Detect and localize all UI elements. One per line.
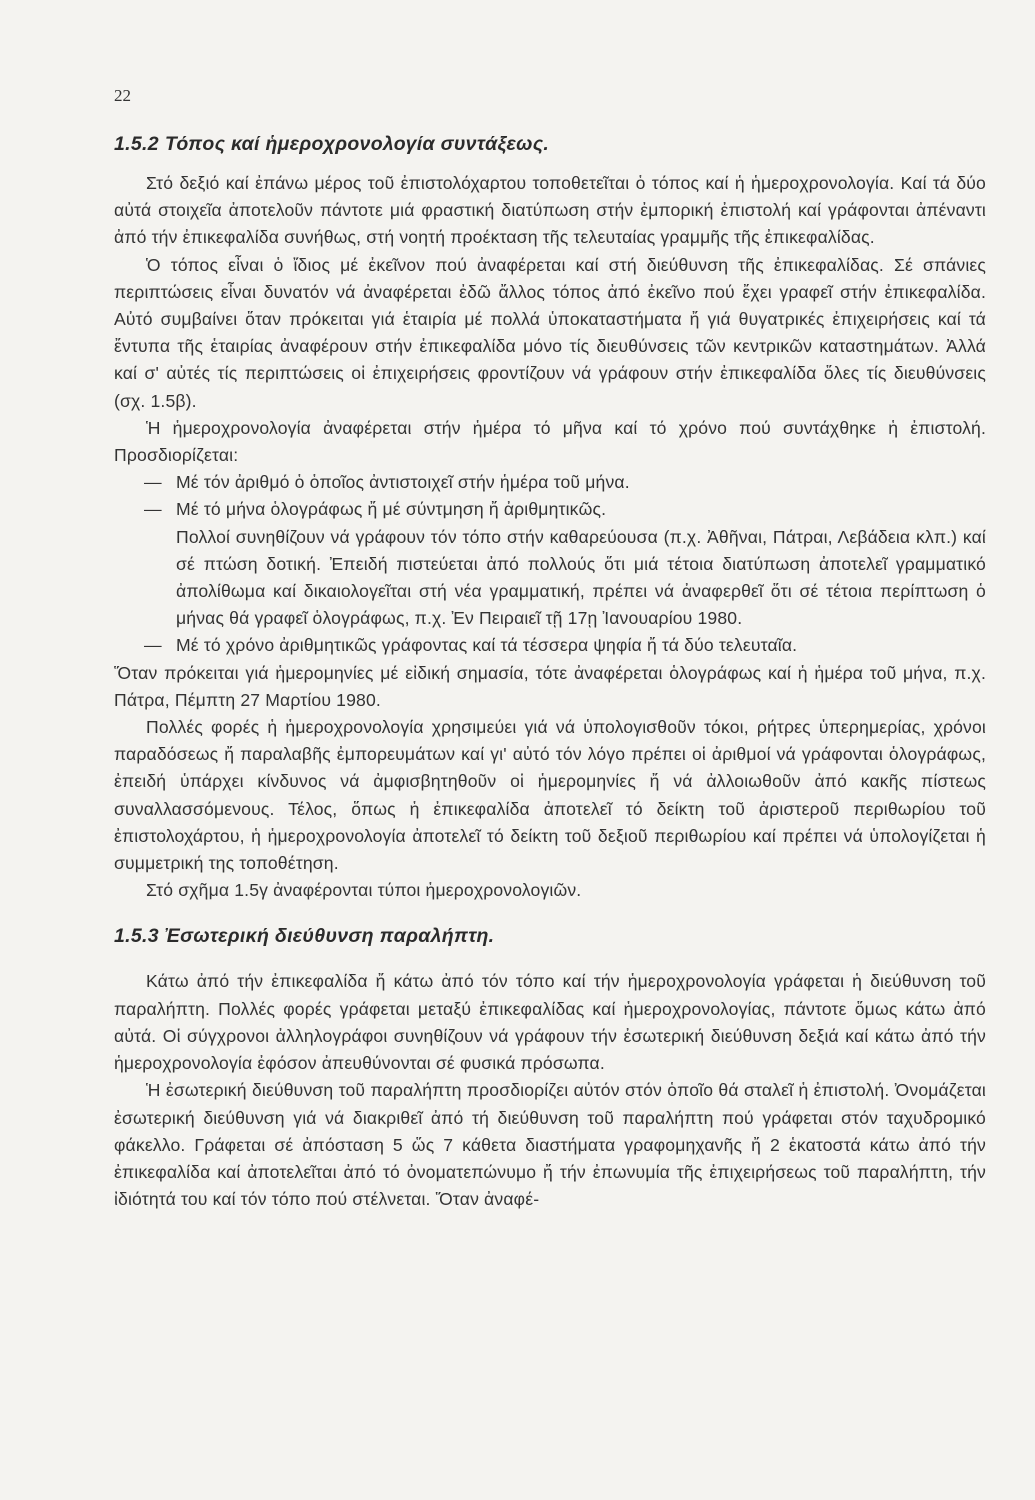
list-item-note: Πολλοί συνηθίζουν νά γράφουν τόν τόπο στήν καθαρεύουσα (π.χ. Ἀθῆναι, Πάτραι, Λεβάδεια κλπ.) καί σέ πτώση δοτική. Ἐπειδή πιστεύεται ἀπό πολλούς ὅτι μιά τέτοια διατύπωση ἀποτελεῖ γραμματικό ἀπολίθωμα καί δικαιολογεῖται στή νέα γραμματική, πρέπει νά ἀναφερθεῖ ὅτι σέ τέτοια περίπτωση ὁ μήνας θά γραφεῖ ὁλογράφως, π.χ. Ἐν Πειραιεῖ τῇ 17ῃ Ἰανουαρίου 1980. [176,526,986,629]
paragraph: Στό δεξιό καί ἐπάνω μέρος τοῦ ἐπιστολόχαρτου τοποθετεῖται ὁ τόπος καί ἡ ἡμερoχρονολογία. Καί τά δύο αὐτά στοιχεῖα ἀποτελοῦν πάντοτε μιά φραστική διατύπωση στήν ἐμπορική ἐπιστολή καί γράφονται ἀπέναντι ἀπό τήν ἐπικεφαλίδα συνήθως, στή νοητή προέκταση τῆς τελευταίας γραμμῆς τῆς ἐπικεφαλίδας. [114,173,986,248]
list-item [114,496,986,632]
paragraph: Ὁ τόπος εἶναι ὁ ἴδιος μέ ἐκεῖνον πού ἀναφέρεται καί στή διεύθυνση τῆς ἐπικεφαλίδας. Σέ σπάνιες περιπτώσεις εἶναι δυνατόν νά ἀναφέρεται ἐδῶ ἄλλος τόπος ἀπό ἐκεῖνο πού ἔχει γραφεῖ στήν ἐπικεφαλίδα. Αὐτό συμβαίνει ὅταν πρόκειται γιά ἑταιρία μέ πολλά ὑποκαταστήματα ἤ γιά θυγατρικές ἐπιχειρήσεις καί τά ἔντυπα τῆς ἑταιρίας ἀναφέρουν στήν ἐπικεφαλίδα μόνο τίς διευθύνσεις τῶν κεντρικῶν καταστημάτων. Ἀλλά καί σ' αὐτές τίς περιπτώσεις οἱ ἐπιχειρήσεις φροντίζουν νά γράφουν στήν ἐπικεφαλίδα ὅλες τίς διευθύνσεις (σχ. 1.5β). [114,254,986,411]
section-heading-1-5-3 [114,922,986,950]
paragraph: Ἡ ἐσωτερική διεύθυνση τοῦ παραλήπτη προσδιορίζει αὐτόν στόν ὁποῖο θά σταλεῖ ἡ ἐπιστολή. Ὀνομάζεται ἐσωτερική διεύθυνση γιά νά διακριθεῖ ἀπό τή διεύθυνση τοῦ παραλήπτη πού γράφεται στόν ταχυδρομικό φάκελλο. Γράφεται σέ ἀπόσταση 5 ὥς 7 κάθετα διαστήματα γραφομηχανῆς ἤ 2 ἑκατοστά κάτω ἀπό τήν ἐπικεφαλίδα καί ἀποτελεῖται ἀπό τό ὀνοματεπώνυμο ἤ τήν ἐπωνυμία τῆς ἐπιχειρήσεως τοῦ παραλήπτη, τήν ἰδιότητά του καί τόν τόπο πού στέλνεται. Ὅταν ἀναφέ- [114,1080,986,1210]
list-item [114,469,986,496]
dash-bullet: — [144,472,162,493]
list-item-text: Μέ τό μήνα ὁλογράφως ἤ μέ σύντμηση ἤ ἀριθμητικῶς. [176,499,607,520]
section-title: Ἐσωτερική διεύθυνση παραλήπτη. [164,925,495,948]
list-item [114,632,986,659]
paragraph: Ὅταν πρόκειται γιά ἡμερομηνίες μέ εἰδική σημασία, τότε ἀναφέρεται ὁλογράφως καί ἡ ἡμέρα τοῦ μήνα, π.χ. Πάτρα, Πέμπτη 27 Μαρτίου 1980. [114,662,986,710]
section-number: 1.5.3 [114,925,159,948]
list-item-text: Μέ τόν ἀριθμό ὁ ὁποῖος ἀντιστοιχεῖ στήν ἡμέρα τοῦ μήνα. [176,472,630,493]
dash-bullet: — [144,635,162,656]
list-item-text: Μέ τό χρόνο ἀριθμητικῶς γράφοντας καί τά τέσσερα ψηφία ἤ τά δύο τελευταῖα. [176,635,798,656]
paragraph: Ἡ ἡμερoχρονολογία ἀναφέρεται στήν ἡμέρα τό μῆνα καί τό χρόνο πού συντάχθηκε ἡ ἐπιστολή. Προσδιορίζεται: [114,417,986,466]
section-number: 1.5.2 [114,133,159,155]
text-column [114,130,986,1213]
section-heading-1-5-2 [114,130,986,158]
dash-bullet: — [144,499,162,520]
date-format-list [114,469,986,659]
paragraph: Κάτω ἀπό τήν ἐπικεφαλίδα ἤ κάτω ἀπό τόν τόπο καί τήν ἡμερoχρονολογία γράφεται ἡ διεύθυνση τοῦ παραλήπτη. Πολλές φορές γράφεται μεταξύ ἐπικεφαλίδας καί ἡμερoχρονολογίας, πάντοτε ὅμως κάτω ἀπό αὐτά. Οἱ σύγχρονοι ἀλληλογράφοι συνηθίζουν νά γράφουν τήν ἐσωτερική διεύθυνση δεξιά καί κάτω ἀπό τήν ἡμερoχρονολογία ἐφόσον ἀπευθύνονται σέ φυσικά πρόσωπα. [114,971,986,1074]
section-title: Τόπος καί ἡμερoχρονολογία συντάξεως. [164,133,550,155]
paragraph: Στό σχῆμα 1.5γ ἀναφέρονται τύποι ἡμερoχρονολογιῶν. [146,880,582,901]
paragraph: Πολλές φορές ἡ ἡμερoχρονολογία χρησιμεύει γιά νά ὑπολογισθοῦν τόκοι, ρήτρες ὑπερημερίας, χρόνοι παραδόσεως ἤ παραλαβῆς ἐμπορευμάτων καί γι' αὐτό τόν λόγο πρέπει οἱ ἀριθμοί νά γράφονται ὁλογράφως, ἐπειδή ὑπάρχει κίνδυνος νά ἀμφισβητηθοῦν οἱ ἡμερομηνίες ἤ νά ἀλλοιωθοῦν ἀπό κακῆς πίστεως συναλλασσόμενους. Τέλος, ὅπως ἡ ἐπικεφαλίδα ἀποτελεῖ τό δείκτη τοῦ ἀριστερoῦ περιθωρίου τοῦ ἐπιστολοχάρτου, ἡ ἡμερoχρονολογία ἀποτελεῖ τό δείκτη τοῦ δεξιοῦ περιθωρίου καί πρέπει νά ὑπολογίζεται ἡ συμμετρική της τοποθέτηση. [114,717,986,874]
page-number: 22 [114,86,131,105]
